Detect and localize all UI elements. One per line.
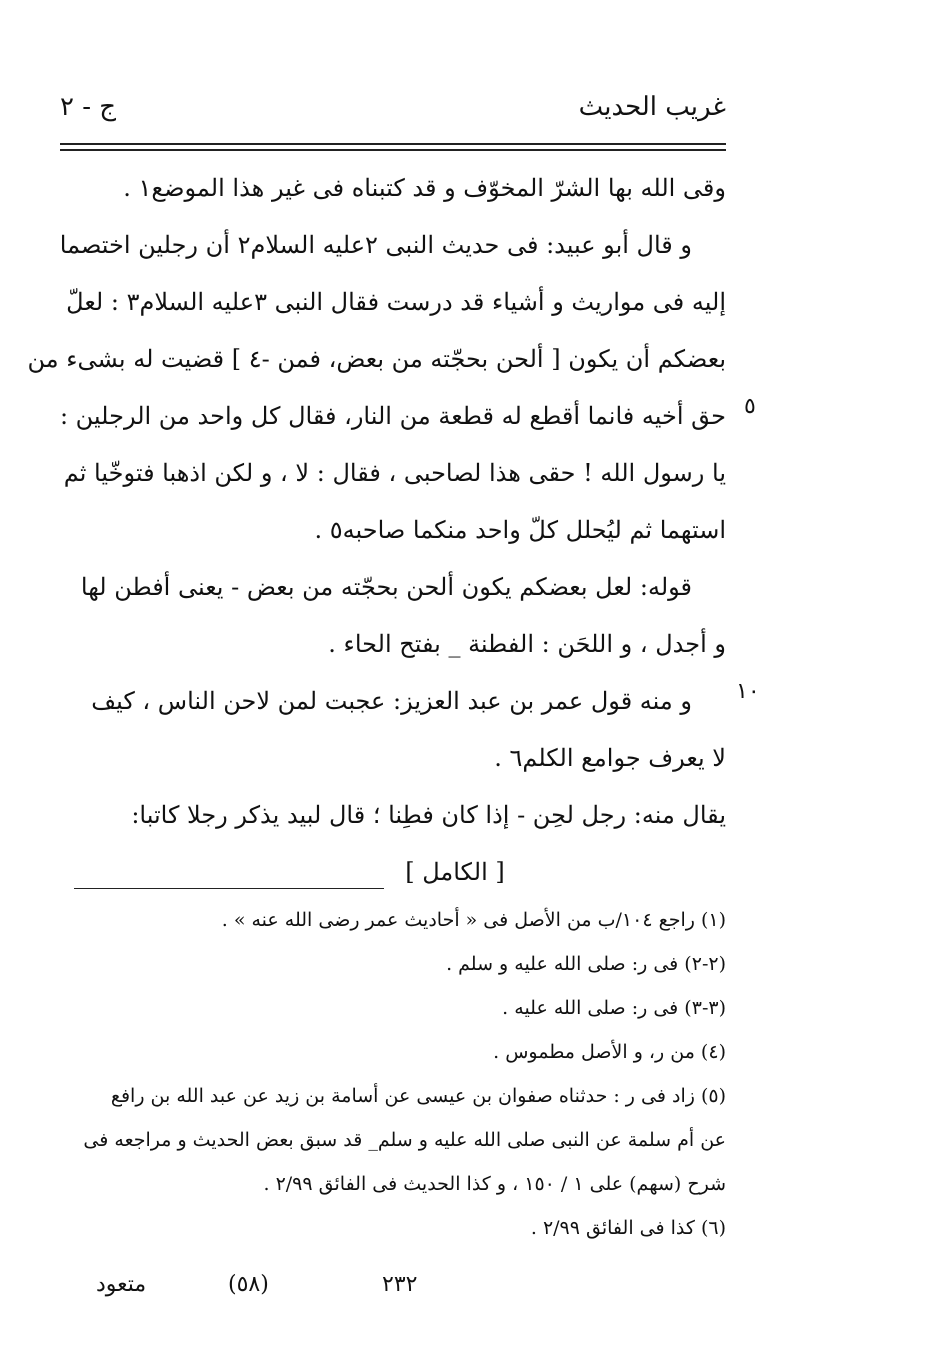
line-number-10: ١٠ (736, 679, 760, 704)
text-line: حق أخيه فانما أقطع له قطعة من النار، فقال كل واحد من الرجلين : (59, 402, 726, 430)
book-title: غريب الحديث (578, 92, 726, 122)
footnote: (٣-٣) فى ر: صلى الله عليه . (502, 997, 726, 1019)
page-number: ٢٣٢ (382, 1272, 418, 1297)
footnote: (٦) كذا فى الفائق ٢/٩٩ . (530, 1217, 726, 1239)
text-line: يا رسول الله ! حقى هذا لصاحبى ، فقال : لا ، و لكن اذهبا فتوخّيا ثم (63, 459, 726, 487)
running-header (60, 92, 726, 132)
text-line: يقال منه: رجل لحِن - إذا كان فطِنا ؛ قال لبيد يذكر رجلا كاتبا: (131, 801, 726, 829)
main-text (27, 160, 726, 901)
text-line: لا يعرف جوامع الكلم٦ . (494, 744, 726, 772)
header-rule-top (60, 143, 726, 145)
text-line: و قال أبو عبيد: فى حديث النبى ٢عليه السلام٢ أن رجلين اختصما (59, 231, 692, 259)
text-line: قوله: لعل بعضكم يكون ألحن بحجّته من بعض - يعنى أفطن لها (80, 573, 692, 601)
footnote: (٤) من ر، و الأصل مطموس . (493, 1041, 726, 1063)
footnote-rule (74, 888, 384, 889)
text-line: وقى الله بها الشرّ المخوّف و قد كتبناه فى غير هذا الموضع١ . (123, 174, 726, 202)
poetic-meter-label: [ الكامل ] (405, 858, 505, 886)
text-line: و أجدل ، و اللحَن : الفطنة _ بفتح الحاء . (328, 630, 726, 658)
header-rule-bottom (60, 149, 726, 151)
text-line: بعضكم أن يكون [ ألحن بحجّته من بعض، فمن -٤ ] قضيت له بشىء من (27, 345, 726, 373)
footer-signature: متعود (96, 1272, 147, 1297)
volume-number: ج - ٢ (60, 92, 117, 122)
line-number-5: ٥ (744, 394, 756, 419)
footnotes (74, 898, 726, 1250)
footnote: (٥) زاد فى ر : حدثناه صفوان بن عيسى عن أسامة بن زيد عن عبد الله بن رافع (110, 1085, 726, 1107)
footer-sheet-number: (٥٨) (228, 1272, 269, 1297)
footnote: عن أم سلمة عن النبى صلى الله عليه و سلم_ قد سبق بعض الحديث و مراجعه فى (83, 1129, 726, 1151)
text-line: و منه قول عمر بن عبد العزيز: عجبت لمن لاحن الناس ، كيف (91, 687, 692, 715)
footnote: (٢-٢) فى ر: صلى الله عليه و سلم . (446, 953, 726, 975)
text-line: إليه فى مواريث و أشياء قد درست فقال النبى ٣عليه السلام٣ : لعلّ (66, 288, 726, 316)
footnote: شرح (سهم) على ١ / ١٥٠ ، و كذا الحديث فى الفائق ٢/٩٩ . (263, 1173, 726, 1195)
page-footer (60, 1272, 726, 1312)
text-line: استهما ثم ليُحلل كلّ واحد منكما صاحبه٥ . (314, 516, 726, 544)
footnote: (١) راجع ١٠٤/ب من الأصل فى « أحاديث عمر رضى الله عنه » . (221, 909, 726, 931)
